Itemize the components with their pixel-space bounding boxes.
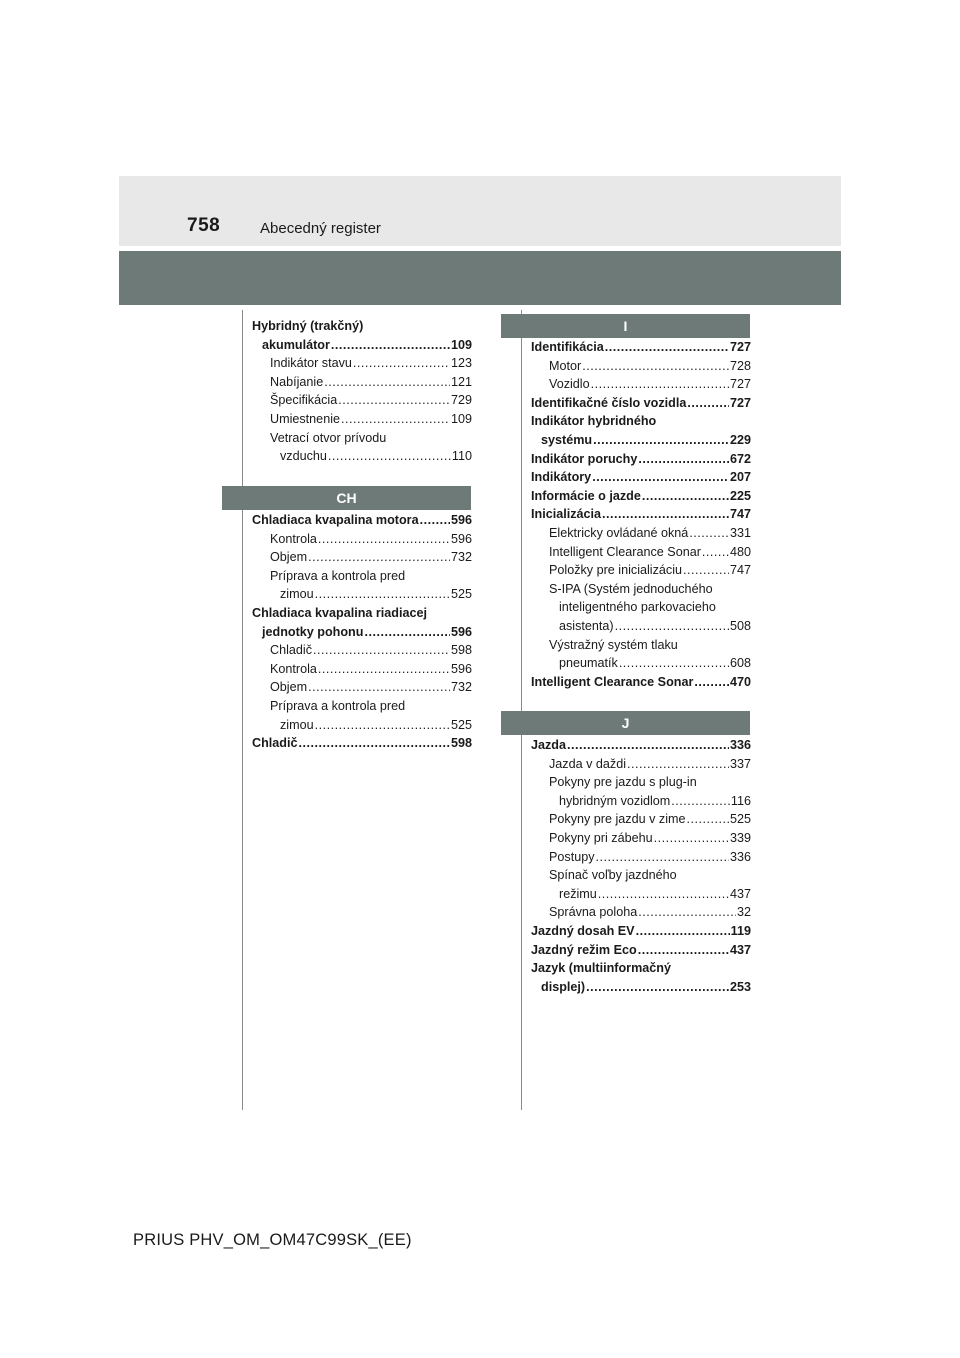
index-entry-page: 608 <box>729 656 751 671</box>
index-entry-label: Inicializácia <box>531 507 602 522</box>
footer-model-code: PRIUS PHV_OM_OM47C99SK_(EE) <box>133 1231 412 1249</box>
index-entry-label: Identifikácia <box>531 340 604 354</box>
index-entry-heading: Jazyk (multiinformačný <box>531 961 671 976</box>
index-entry <box>531 431 751 450</box>
index-entry-label: Indikátor stavu <box>270 356 352 371</box>
index-entry-label: Informácie o jazde <box>531 488 641 503</box>
index-entry <box>252 678 472 697</box>
index-entry-heading: Výstražný systém tlaku <box>549 637 678 652</box>
index-entry-page: 598 <box>450 736 472 751</box>
index-entry-label: Objem <box>270 680 308 695</box>
index-entry-heading: Chladiaca kvapalina riadiacej <box>252 605 428 620</box>
index-entry-page: 732 <box>450 680 472 695</box>
leader-dots <box>638 903 736 922</box>
index-entry-page: 598 <box>450 643 472 658</box>
leader-dots <box>687 394 729 413</box>
index-entry-heading: inteligentného parkovacieho <box>559 600 716 615</box>
leader-dots <box>702 543 729 562</box>
index-entry-label: systému <box>541 432 593 447</box>
leader-dots <box>567 736 729 755</box>
index-entry-label: Intelligent Clearance Sonar <box>531 674 694 689</box>
index-entry-heading: Vetrací otvor prívodu <box>270 430 387 445</box>
leader-dots <box>638 941 729 960</box>
header-dark-band <box>119 251 841 305</box>
left-index-column-top <box>252 317 472 466</box>
index-entry <box>531 543 751 562</box>
leader-dots <box>683 561 729 580</box>
index-entry-page: 253 <box>729 979 751 994</box>
index-entry-page: 339 <box>729 830 751 845</box>
right-column-rule <box>521 310 522 1110</box>
index-entry-page: 728 <box>729 358 751 373</box>
index-entry-heading: Hybridný (trakčný) <box>252 319 364 333</box>
index-entry <box>531 673 751 692</box>
index-entry-page: 207 <box>729 470 751 485</box>
header-band <box>119 176 841 246</box>
right-index-column-j <box>531 736 751 996</box>
leader-dots <box>331 336 450 355</box>
index-entry-label: Nabíjanie <box>270 374 324 389</box>
index-entry-label: Chladiaca kvapalina motora <box>252 513 419 527</box>
index-entry-heading: S-IPA (Systém jednoduchého <box>549 581 713 596</box>
leader-dots <box>318 660 450 679</box>
leader-dots <box>602 505 729 524</box>
index-entry <box>531 978 751 997</box>
index-entry-page: 508 <box>729 618 751 633</box>
leader-dots <box>592 468 729 487</box>
index-entry <box>531 885 751 904</box>
right-index-column-i <box>531 338 751 691</box>
index-entry-page: 437 <box>729 942 751 957</box>
index-entry <box>252 410 472 429</box>
index-entry-page: 336 <box>729 849 751 864</box>
index-entry <box>531 792 751 811</box>
leader-dots <box>654 829 729 848</box>
index-entry-page: 596 <box>450 513 472 527</box>
index-entry <box>531 922 751 941</box>
leader-dots <box>596 848 729 867</box>
index-entry-heading: Spínač voľby jazdného <box>549 868 677 883</box>
index-entry-page: 480 <box>729 544 751 559</box>
index-entry-label: Kontrola <box>270 661 317 676</box>
index-entry-page: 747 <box>729 507 751 522</box>
index-entry-label: Chladič <box>252 736 298 751</box>
index-entry-label: režimu <box>559 886 597 901</box>
index-entry-page: 727 <box>729 395 751 410</box>
index-entry <box>252 548 472 567</box>
leader-dots <box>591 375 729 394</box>
index-entry-page: 331 <box>729 525 751 540</box>
index-entry-label: pneumatík <box>559 656 618 671</box>
index-entry <box>531 810 751 829</box>
index-entry-label: Indikátor poruchy <box>531 451 638 466</box>
index-entry-page: 729 <box>450 393 472 408</box>
index-entry-label: Chladič <box>270 643 312 658</box>
index-entry-label: Identifikačné číslo vozidla <box>531 395 687 410</box>
letter-header-j: J <box>501 711 750 735</box>
index-entry-page: 596 <box>450 624 472 639</box>
index-entry <box>252 391 472 410</box>
index-entry <box>252 530 472 549</box>
index-entry-heading: Príprava a kontrola pred <box>270 698 406 713</box>
index-entry-page: 525 <box>729 812 751 827</box>
index-entry-label: Špecifikácia <box>270 393 338 408</box>
index-entry <box>531 468 751 487</box>
leader-dots <box>318 530 450 549</box>
index-entry-page: 747 <box>729 563 751 578</box>
index-entry-page: 109 <box>450 337 472 352</box>
index-entry-label: zimou <box>280 587 314 602</box>
index-entry <box>531 829 751 848</box>
index-entry-label: Položky pre inicializáciu <box>549 563 682 578</box>
index-entry <box>252 585 472 604</box>
index-entry-page: 119 <box>730 923 751 938</box>
index-entry-page: 727 <box>729 340 751 354</box>
index-entry <box>531 941 751 960</box>
index-entry-page: 229 <box>729 432 751 447</box>
index-entry-label: Intelligent Clearance Sonar <box>549 544 701 559</box>
index-entry <box>531 561 751 580</box>
index-entry <box>531 848 751 867</box>
leader-dots <box>324 373 450 392</box>
index-entry <box>252 373 472 392</box>
index-entry-page: 32 <box>736 905 751 920</box>
leader-dots <box>313 641 450 660</box>
section-title: Abecedný register <box>260 220 381 237</box>
index-entry <box>252 336 472 355</box>
index-entry <box>531 654 751 673</box>
index-entry-page: 109 <box>450 411 472 426</box>
index-entry-label: Jazda <box>531 738 567 752</box>
index-entry <box>252 716 472 735</box>
index-entry <box>531 450 751 469</box>
leader-dots <box>694 673 729 692</box>
index-entry-heading: Príprava a kontrola pred <box>270 568 406 583</box>
leader-dots <box>315 716 450 735</box>
leader-dots <box>619 654 729 673</box>
index-entry-label: Objem <box>270 550 308 565</box>
index-entry-label: Správna poloha <box>549 905 638 920</box>
leader-dots <box>586 978 729 997</box>
leader-dots <box>420 511 450 530</box>
index-entry-page: 437 <box>729 886 751 901</box>
index-entry-label: Elektricky ovládané okná <box>549 525 689 540</box>
index-entry <box>531 338 751 357</box>
leader-dots <box>689 524 729 543</box>
index-entry-label: Indikátory <box>531 470 592 485</box>
index-entry <box>252 734 472 753</box>
index-entry <box>531 903 751 922</box>
leader-dots <box>308 678 450 697</box>
index-entry <box>252 623 472 642</box>
index-entry-page: 337 <box>729 756 751 771</box>
index-entry <box>531 524 751 543</box>
left-column-rule <box>242 310 243 1110</box>
index-entry-label: Umiestnenie <box>270 411 340 426</box>
index-entry-label: akumulátor <box>262 337 330 352</box>
index-entry-label: Postupy <box>549 849 595 864</box>
index-entry-label: zimou <box>280 717 314 732</box>
leader-dots <box>338 391 450 410</box>
index-entry-page: 225 <box>729 488 751 503</box>
index-entry-page: 672 <box>729 451 751 466</box>
leader-dots <box>687 810 729 829</box>
index-entry-page: 727 <box>729 377 751 392</box>
leader-dots <box>364 623 450 642</box>
leader-dots <box>636 922 730 941</box>
index-entry-label: jednotky pohonu <box>262 624 364 639</box>
index-entry-label: vzduchu <box>280 449 327 464</box>
index-entry-page: 732 <box>450 550 472 565</box>
leader-dots <box>638 450 729 469</box>
index-entry <box>252 511 472 530</box>
index-entry-page: 123 <box>450 356 472 371</box>
index-entry <box>252 641 472 660</box>
index-entry-label: Pokyny pre jazdu v zime <box>549 812 686 827</box>
index-entry <box>531 394 751 413</box>
leader-dots <box>328 447 451 466</box>
leader-dots <box>341 410 450 429</box>
index-entry-label: displej) <box>541 979 586 994</box>
leader-dots <box>299 734 450 753</box>
index-entry-heading: Pokyny pre jazdu s plug-in <box>549 775 697 790</box>
index-entry-label: Pokyny pri zábehu <box>549 830 653 845</box>
leader-dots <box>627 755 729 774</box>
index-entry-page: 121 <box>450 374 472 389</box>
index-entry-label: Kontrola <box>270 531 317 546</box>
index-entry <box>531 755 751 774</box>
letter-header-ch: CH <box>222 486 471 510</box>
index-entry <box>531 617 751 636</box>
index-entry <box>531 487 751 506</box>
leader-dots <box>308 548 450 567</box>
index-entry-label: Jazda v daždi <box>549 756 627 771</box>
leader-dots <box>315 585 450 604</box>
page-number: 758 <box>187 215 221 236</box>
index-entry-page: 596 <box>450 531 472 546</box>
leader-dots <box>598 885 729 904</box>
index-entry-label: asistenta) <box>559 618 614 633</box>
index-entry-label: Jazdný režim Eco <box>531 942 637 957</box>
leader-dots <box>671 792 730 811</box>
leader-dots <box>642 487 729 506</box>
leader-dots <box>582 357 729 376</box>
index-entry-label: Motor <box>549 358 582 373</box>
index-entry-label: hybridným vozidlom <box>559 793 671 808</box>
index-entry <box>252 447 472 466</box>
index-entry-page: 110 <box>451 449 472 464</box>
index-entry <box>531 357 751 376</box>
left-index-column-ch <box>252 511 472 753</box>
leader-dots <box>353 354 450 373</box>
index-entry-page: 525 <box>450 717 472 732</box>
index-entry-page: 525 <box>450 587 472 602</box>
index-entry <box>531 736 751 755</box>
index-entry-heading: Indikátor hybridného <box>531 414 657 429</box>
index-entry-page: 336 <box>729 738 751 752</box>
leader-dots <box>605 338 729 357</box>
index-entry <box>252 354 472 373</box>
index-entry <box>531 375 751 394</box>
leader-dots <box>593 431 729 450</box>
index-entry-page: 116 <box>730 793 751 808</box>
index-entry <box>252 660 472 679</box>
index-entry-label: Jazdný dosah EV <box>531 923 635 938</box>
index-entry-label: Vozidlo <box>549 377 590 392</box>
letter-header-i: I <box>501 314 750 338</box>
index-entry-page: 470 <box>729 674 751 689</box>
leader-dots <box>615 617 729 636</box>
index-entry <box>531 505 751 524</box>
index-entry-page: 596 <box>450 661 472 676</box>
